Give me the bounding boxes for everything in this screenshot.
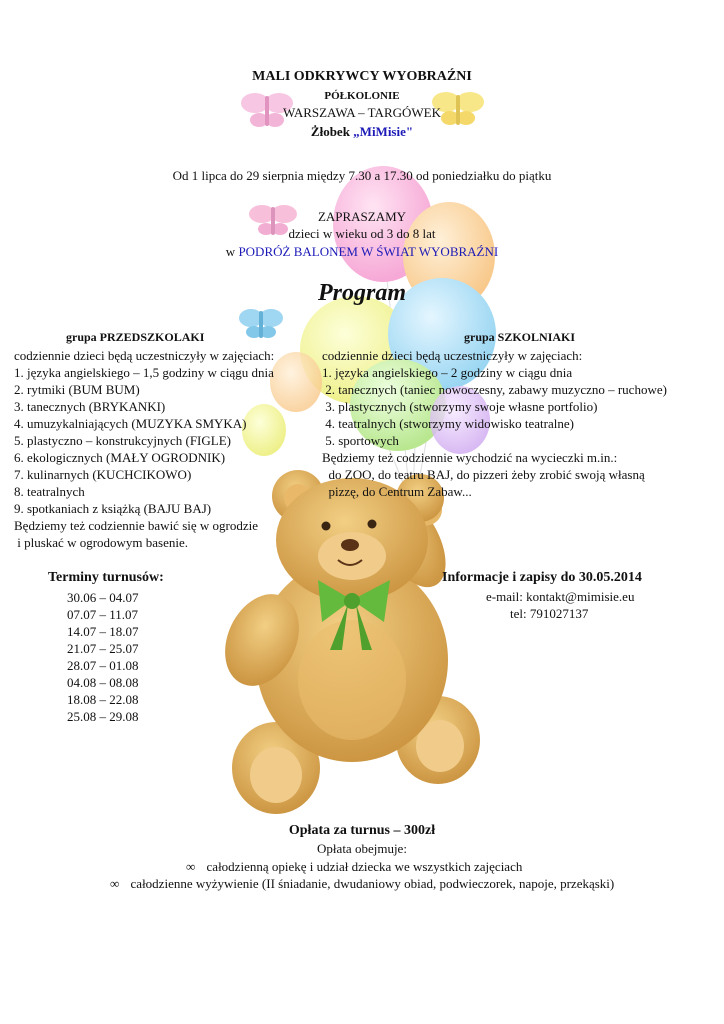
- program-heading: Program: [317, 280, 406, 306]
- term-item: 04.08 – 08.08: [67, 675, 139, 690]
- info-phone: tel: 791027137: [510, 606, 589, 621]
- list-item: 7. kulinarnych (KUCHCIKOWO): [14, 467, 192, 482]
- info-heading: Informacje i zapisy do 30.05.2014: [442, 570, 642, 585]
- invite-line-1: ZAPRASZAMY: [317, 209, 407, 224]
- list-item: 6. ekologicznych (MAŁY OGRODNIK): [14, 450, 226, 465]
- list-item: 1. języka angielskiego – 2 godziny w ciągu dnia: [322, 365, 573, 380]
- term-item: 30.06 – 04.07: [67, 590, 139, 605]
- location-line: WARSZAWA – TARGÓWEK: [282, 105, 441, 120]
- list-item: do ZOO, do teatru BAJ, do pizzeri żeby zrobić swoją własną: [322, 467, 645, 482]
- page-title: MALI ODKRYWCY WYOBRAŹNI: [252, 69, 472, 84]
- butterfly-icon: [239, 309, 283, 338]
- dates-line: Od 1 lipca do 29 sierpnia między 7.30 a 17.30 od poniedziałku do piątku: [172, 168, 552, 183]
- preschool-heading: grupa PRZEDSZKOLAKI: [66, 330, 205, 344]
- nursery-prefix: Żłobek: [310, 124, 350, 139]
- nursery-line: [0, 124, 724, 140]
- list-item: Będziemy też codziennie bawić się w ogrodzie: [14, 518, 259, 533]
- school-list: [322, 347, 667, 500]
- info-email: e-mail: kontakt@mimisie.eu: [486, 589, 635, 604]
- school-heading: grupa SZKOLNIAKI: [464, 330, 576, 344]
- small-orange-balloon: [270, 352, 322, 412]
- list-item: 2. tanecznych (taniec nowoczesny, zabawy muzyczno – ruchowe): [322, 382, 667, 397]
- list-item: 9. spotkaniach z książką (BAJU BAJ): [14, 501, 212, 516]
- invite-prefix: w: [225, 244, 236, 259]
- list-item: 8. teatralnych: [14, 484, 85, 499]
- fee-heading: Opłata za turnus – 300zł: [288, 823, 436, 838]
- list-item: 4. teatralnych (stworzymy widowisko teatralne): [322, 416, 574, 431]
- term-item: 28.07 – 01.08: [67, 658, 139, 673]
- terms-list: [67, 589, 139, 725]
- invite-line-2: dzieci w wieku od 3 do 8 lat: [288, 226, 436, 241]
- terms-heading: Terminy turnusów:: [48, 570, 164, 585]
- list-item: 2. rytmiki (BUM BUM): [14, 382, 140, 397]
- list-item: codziennie dzieci będą uczestniczyły w zajęciach:: [322, 348, 583, 363]
- invite-highlight: PODRÓŻ BALONEM W ŚWIAT WYOBRAŹNI: [238, 244, 499, 259]
- list-item: pizzę, do Centrum Zabaw...: [322, 484, 472, 499]
- list-item: 3. tanecznych (BRYKANKI): [14, 399, 166, 414]
- nursery-name: „MiMisie": [353, 124, 414, 139]
- list-item: 1. języka angielskiego – 1,5 godziny w ciągu dnia: [14, 365, 274, 380]
- fee-item: ∞ całodzienne wyżywienie (II śniadanie, dwudaniowy obiad, podwieczorek, napoje, przekąski): [110, 876, 615, 891]
- list-item: i pluskać w ogrodowym basenie.: [14, 535, 189, 550]
- term-item: 21.07 – 25.07: [67, 641, 139, 656]
- term-item: 14.07 – 18.07: [67, 624, 139, 639]
- term-item: 25.08 – 29.08: [67, 709, 139, 724]
- list-item: Będziemy też codziennie wychodzić na wycieczki m.in.:: [322, 450, 618, 465]
- list-item: codziennie dzieci będą uczestniczyły w zajęciach:: [14, 348, 275, 363]
- invite-line-3: [0, 244, 724, 260]
- fee-covers: Opłata obejmuje:: [317, 841, 407, 856]
- infinity-bullet-icon: ∞: [186, 859, 196, 874]
- fee-item: ∞ całodzienną opiekę i udział dziecka we wszystkich zajęciach: [186, 859, 523, 874]
- term-item: 18.08 – 22.08: [67, 692, 139, 707]
- preschool-list: [14, 347, 274, 551]
- list-item: 5. sportowych: [322, 433, 399, 448]
- term-item: 07.07 – 11.07: [67, 607, 139, 622]
- list-item: 4. umuzykalniających (MUZYKA SMYKA): [14, 416, 247, 431]
- list-item: 3. plastycznych (stworzymy swoje własne portfolio): [322, 399, 598, 414]
- list-item: 5. plastyczno – konstrukcyjnych (FIGLE): [14, 433, 231, 448]
- infinity-bullet-icon: ∞: [110, 876, 120, 891]
- page-subtitle: PÓŁKOLONIE: [324, 90, 400, 102]
